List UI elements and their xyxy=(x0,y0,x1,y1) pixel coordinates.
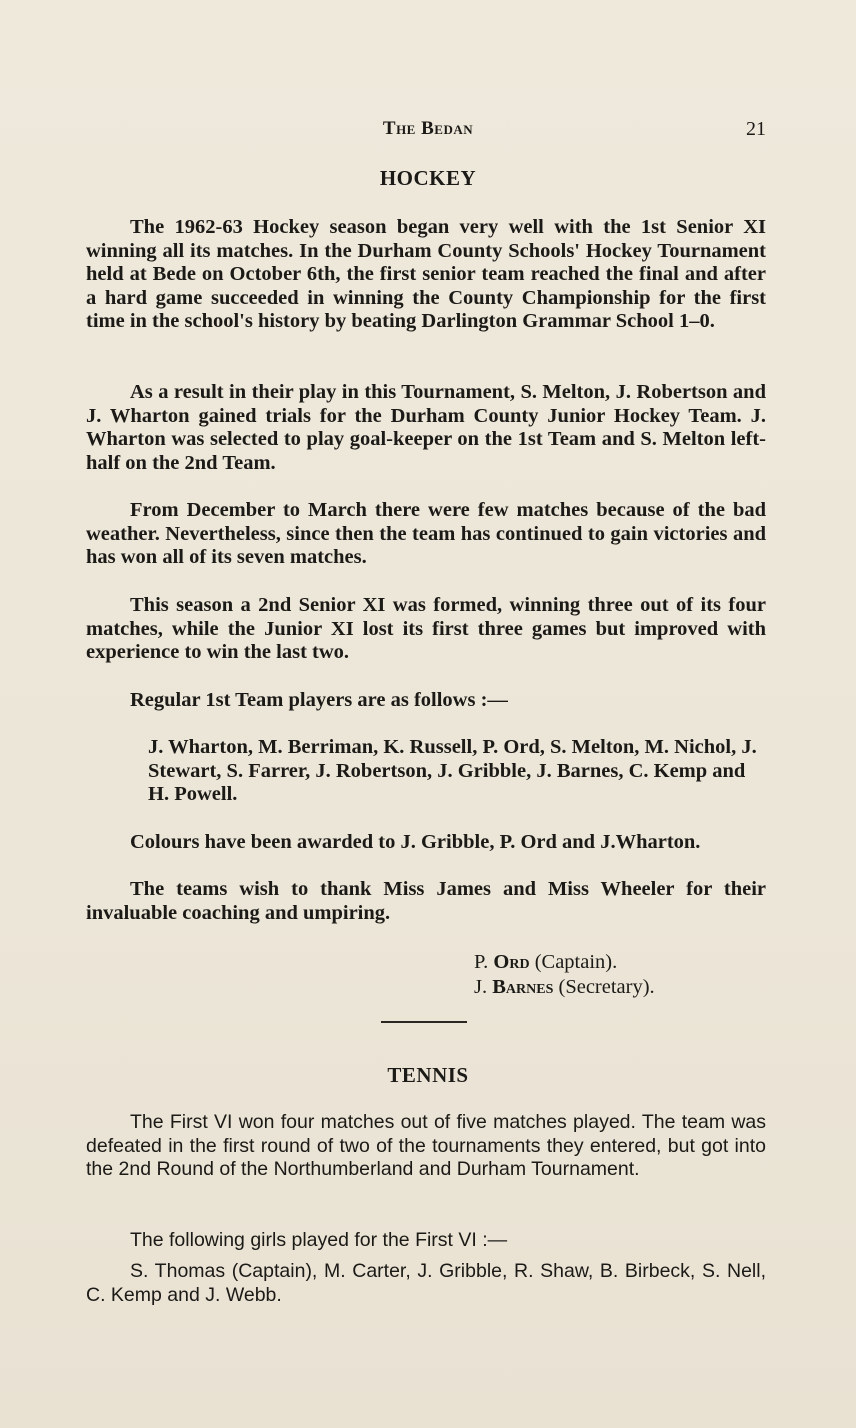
hockey-paragraph-4: This season a 2nd Senior XI was formed, winning three out of its four matches, while the Junior XI lost its first three games but improved with experience to win the last two. xyxy=(86,594,766,663)
hockey-paragraph-2: As a result in their play in this Tournament, S. Melton, J. Robertson and J. Wharton gained trials for the Durham County Junior Hockey Team. J. Wharton was selected to play goal-keeper on the 1st Team and S. Melton left-half on the 2nd Team. xyxy=(86,381,766,474)
hockey-paragraph-1: The 1962-63 Hockey season began very well with the 1st Senior XI winning all its matches. In the Durham County Schools' Hockey Tournament held at Bede on October 6th, the first senior team reached the final and after a hard game succeeded in winning the County Championship for the first time in the school's history by beating Darlington Grammar School 1–0. xyxy=(86,216,766,332)
signature-name: Ord xyxy=(493,951,530,973)
signature-initial: P. xyxy=(474,951,489,973)
signature-captain xyxy=(474,950,617,975)
page-header xyxy=(0,118,856,148)
page-number: 21 xyxy=(746,118,766,140)
running-title: The Bedan xyxy=(382,118,474,139)
tennis-paragraph-3: S. Thomas (Captain), M. Carter, J. Gribble, R. Shaw, B. Birbeck, S. Nell, C. Kemp and J. Webb. xyxy=(86,1260,766,1306)
tennis-paragraph-2: The following girls played for the First VI :— xyxy=(130,1229,508,1251)
signature-role: (Captain). xyxy=(534,951,618,973)
hockey-paragraph-5: Regular 1st Team players are as follows :— xyxy=(130,689,508,711)
signature-secretary xyxy=(474,975,655,1000)
hockey-paragraph-3: From December to March there were few matches because of the bad weather. Nevertheless, since then the team has continued to gain victories and has won all of its seven matches. xyxy=(86,499,766,568)
player-list: J. Wharton, M. Berriman, K. Russell, P. Ord, S. Melton, M. Nichol, J. Stewart, S. Farrer, J. Robertson, J. Gribble, J. Barnes, C. Kemp and H. Powell. xyxy=(148,736,757,805)
thanks-paragraph: The teams wish to thank Miss James and Miss Wheeler for their invaluable coaching and umpiring. xyxy=(86,878,766,924)
colours-awarded: Colours have been awarded to J. Gribble, P. Ord and J.Wharton. xyxy=(130,831,701,853)
tennis-title: TENNIS xyxy=(387,1063,469,1087)
signature-initial: J. xyxy=(474,976,488,998)
hockey-title: HOCKEY xyxy=(379,166,477,190)
section-divider xyxy=(381,1021,467,1023)
signature-name: Barnes xyxy=(492,976,554,998)
signature-role: (Secretary). xyxy=(558,976,655,998)
tennis-paragraph-1: The First VI won four matches out of five matches played. The team was defeated in the first round of two of the tournaments they entered, but got into the 2nd Round of the Northumberland and Durham Tournament. xyxy=(86,1111,766,1180)
